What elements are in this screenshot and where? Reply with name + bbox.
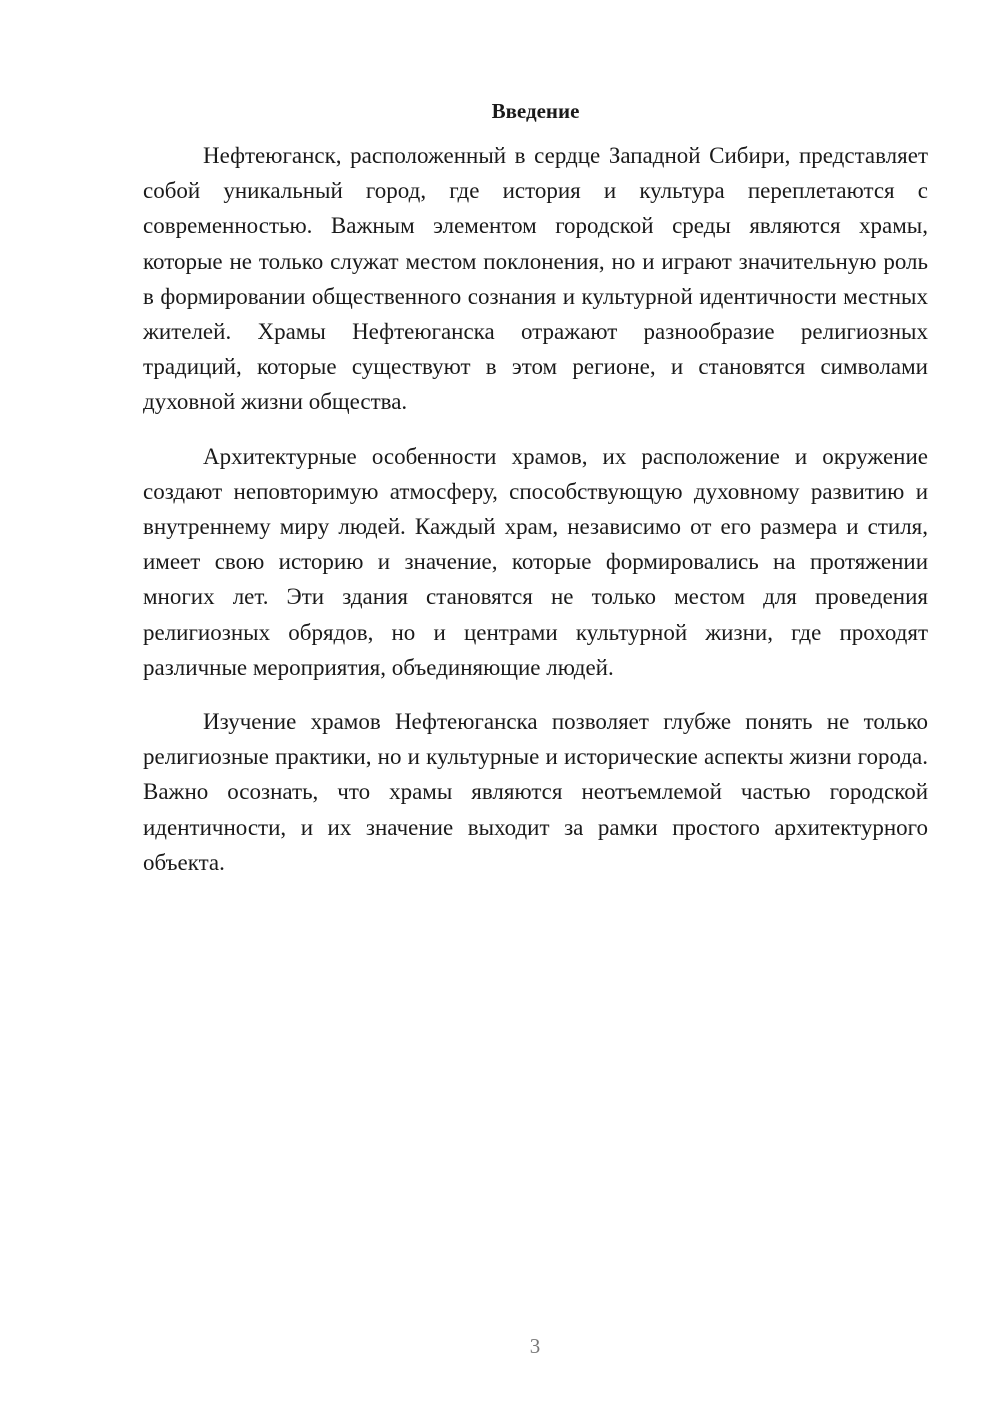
page-number: 3 xyxy=(529,1334,541,1358)
paragraph-3: Изучение храмов Нефтеюганска позволяет глубже понять не только религиозные практики, но и культурные и исторические аспекты жизни города. Важно осознать, что храмы являются неотъемлемой частью городской идентичности, и их значение выходит за рамки простого архитектурного объекта. xyxy=(143,709,928,875)
paragraph-2: Архитектурные особенности храмов, их расположение и окружение создают неповторимую атмосферу, способствующую духовному развитию и внутреннему миру людей. Каждый храм, независимо от его размера и стиля, имеет свою историю и значение, которые формировались на протяжении многих лет. Эти здания становятся не только местом для проведения религиозных обрядов, но и центрами культурной жизни, где проходят различные мероприятия, объединяющие людей. xyxy=(143,443,928,680)
paragraph-1: Нефтеюганск, расположенный в сердце Западной Сибири, представляет собой уникальный город, где история и культура переплетаются с современностью. Важным элементом городской среды являются храмы, которые не только служат местом поклонения, но и играют значительную роль в формировании общественного сознания и культурной идентичности местных жителей. Храмы Нефтеюганска отражают разнообразие религиозных традиций, которые существуют в этом регионе, и становятся символами духовной жизни общества. xyxy=(143,143,928,415)
page-content xyxy=(143,96,928,899)
section-title: Введение xyxy=(491,99,580,123)
